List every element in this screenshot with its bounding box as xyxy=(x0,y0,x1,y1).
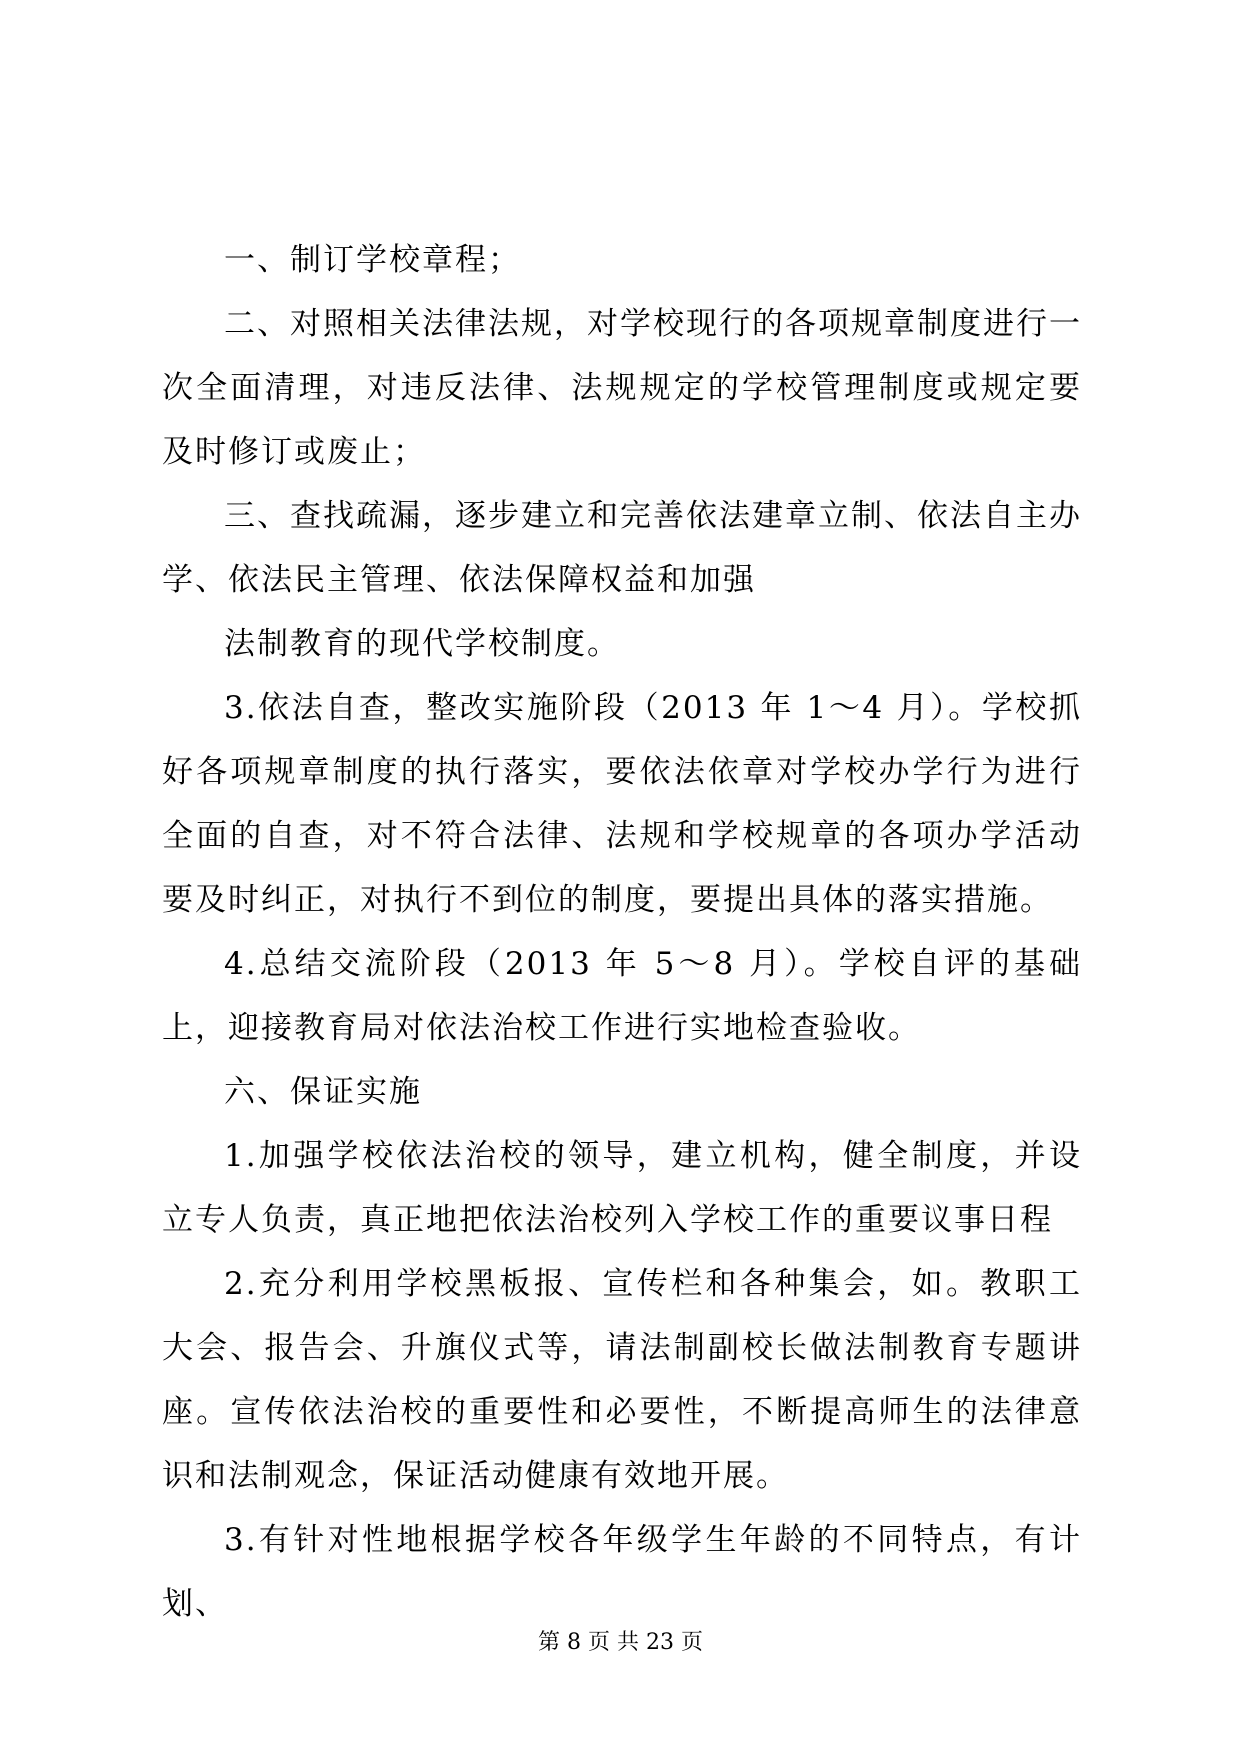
page-number: 第 8 页 共 23 页 xyxy=(538,1630,703,1655)
paragraph-4: 法制教育的现代学校制度。 xyxy=(224,626,620,662)
paragraph-3: 三、查找疏漏，逐步建立和完善依法建章立制、依法自主办学、依法民主管理、依法保障权益和加强 xyxy=(162,498,1082,598)
paragraph-6: 4.总结交流阶段（2013 年 5～8 月）。学校自评的基础上，迎接教育局对依法治校工作进行实地检查验收。 xyxy=(162,946,1082,1046)
paragraph-5: 3.依法自查，整改实施阶段（2013 年 1～4 月）。学校抓好各项规章制度的执行落实，要依法依章对学校办学行为进行全面的自查，对不符合法律、法规和学校规章的各项办学活动要及时纠正，对执行不到位的制度，要提出具体的落实措施。 xyxy=(162,690,1082,918)
paragraph-8: 1.加强学校依法治校的领导，建立机构，健全制度，并设立专人负责，真正地把依法治校列入学校工作的重要议事日程 xyxy=(162,1138,1082,1238)
paragraph-10: 3.有针对性地根据学校各年级学生年龄的不同特点，有计划、 xyxy=(162,1522,1082,1622)
paragraph-7: 六、保证实施 xyxy=(224,1074,422,1110)
document-body xyxy=(162,228,1082,1636)
page-footer xyxy=(0,1628,1241,1658)
paragraph-2: 二、对照相关法律法规，对学校现行的各项规章制度进行一次全面清理，对违反法律、法规规定的学校管理制度或规定要及时修订或废止； xyxy=(162,306,1082,470)
paragraph-1: 一、制订学校章程； xyxy=(224,242,521,278)
paragraph-9: 2.充分利用学校黑板报、宣传栏和各种集会，如。教职工大会、报告会、升旗仪式等，请法制副校长做法制教育专题讲座。宣传依法治校的重要性和必要性，不断提高师生的法律意识和法制观念，保证活动健康有效地开展。 xyxy=(162,1266,1082,1494)
